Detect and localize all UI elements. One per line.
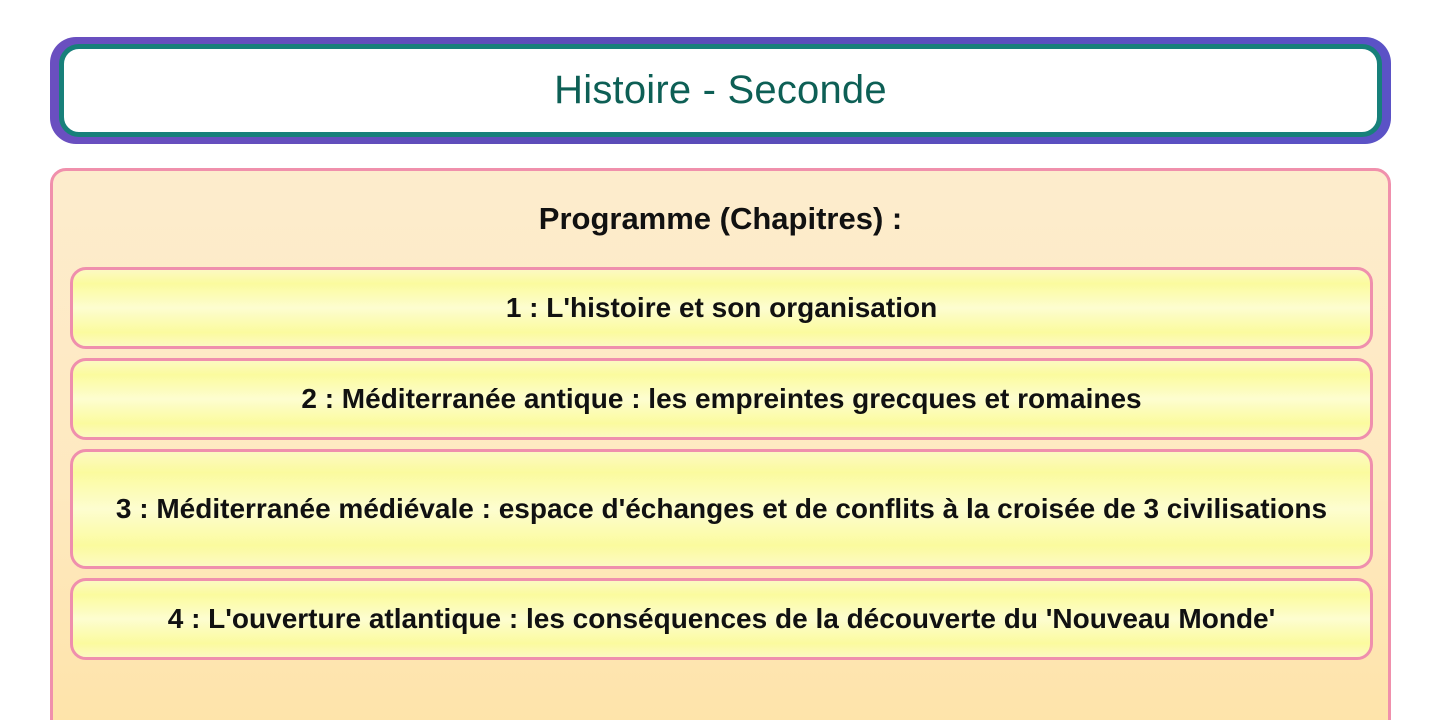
page-title: Histoire - Seconde: [554, 68, 887, 112]
page-title-box: [59, 44, 1382, 137]
program-panel: [50, 168, 1391, 720]
program-heading: Programme (Chapitres) :: [538, 201, 903, 236]
chapter-4-button[interactable]: [70, 578, 1373, 660]
chapter-1-button[interactable]: [70, 267, 1373, 349]
chapter-2-label: 2 : Méditerranée antique : les empreintes grecques et romaines: [301, 383, 1142, 414]
chapter-3-button[interactable]: [70, 449, 1373, 569]
chapter-4-label: 4 : L'ouverture atlantique : les conséquences de la découverte du 'Nouveau Monde': [167, 603, 1276, 634]
chapter-1-label: 1 : L'histoire et son organisation: [505, 292, 938, 323]
chapter-3-label: 3 : Méditerranée médiévale : espace d'échanges et de conflits à la croisée de 3 civilisations: [115, 493, 1328, 524]
page-title-frame: [50, 37, 1391, 144]
chapter-2-button[interactable]: [70, 358, 1373, 440]
